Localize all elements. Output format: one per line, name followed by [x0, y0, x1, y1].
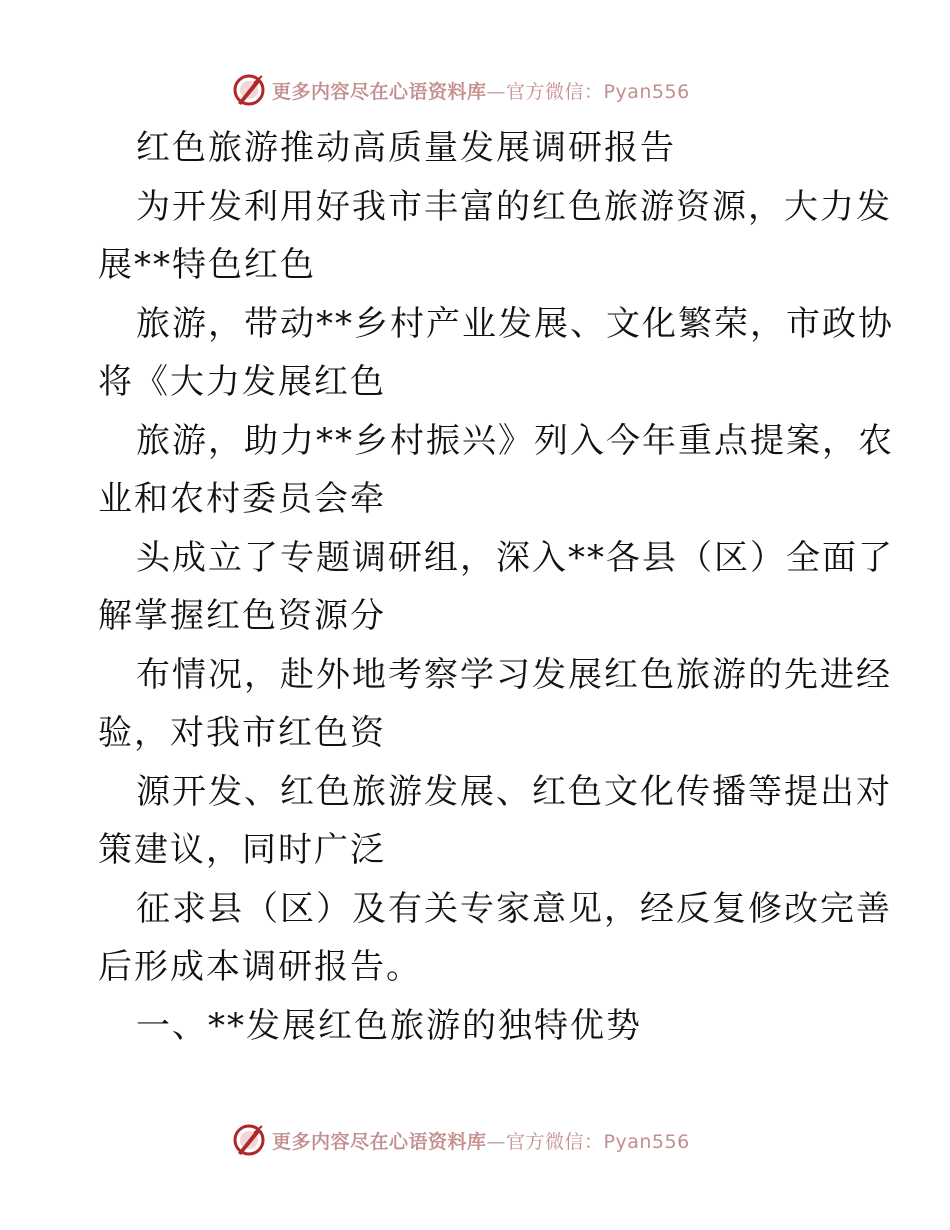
watermark-handle: 官方微信：Pyan556 [506, 80, 690, 103]
paragraph-line: 展**特色红色 [98, 245, 316, 285]
paragraph-line: 后形成本调研报告。 [98, 947, 422, 987]
paragraph-line: 为开发利用好我市丰富的红色旅游资源，大力发 [136, 186, 892, 227]
paragraph-line: 征求县（区）及有关专家意见，经反复修改完善 [136, 888, 892, 929]
paragraph-line: 旅游，带动**乡村产业发展、文化繁荣，市政协 [136, 303, 894, 344]
watermark-brand: 更多内容尽在心语资料库 [272, 1130, 487, 1153]
paragraph-line: 将《大力发展红色 [98, 362, 386, 402]
paragraph-line: 解掌握红色资源分 [98, 596, 386, 636]
watermark-handle: 官方微信：Pyan556 [506, 1130, 690, 1153]
quill-pen-seal-icon [232, 1123, 266, 1157]
section-heading: 一、**发展红色旅游的独特优势 [136, 1005, 642, 1046]
footer-watermark [232, 1122, 690, 1158]
quill-pen-seal-icon [232, 73, 266, 107]
header-watermark [232, 72, 690, 108]
paragraph-line: 验，对我市红色资 [98, 713, 386, 753]
paragraph-line: 头成立了专题调研组，深入**各县（区）全面了 [136, 537, 894, 578]
paragraph-line: 业和农村委员会牵 [98, 479, 386, 519]
document-body [98, 124, 894, 1060]
document-title: 红色旅游推动高质量发展调研报告 [136, 128, 676, 168]
paragraph-line: 布情况，赴外地考察学习发展红色旅游的先进经 [136, 654, 892, 695]
watermark-separator: — [486, 1130, 507, 1153]
watermark-brand: 更多内容尽在心语资料库 [272, 80, 487, 103]
paragraph-line: 源开发、红色旅游发展、红色文化传播等提出对 [136, 771, 892, 812]
paragraph-line: 策建议，同时广泛 [98, 830, 386, 870]
paragraph-line: 旅游，助力**乡村振兴》列入今年重点提案，农 [136, 420, 894, 461]
watermark-separator: — [486, 80, 507, 103]
